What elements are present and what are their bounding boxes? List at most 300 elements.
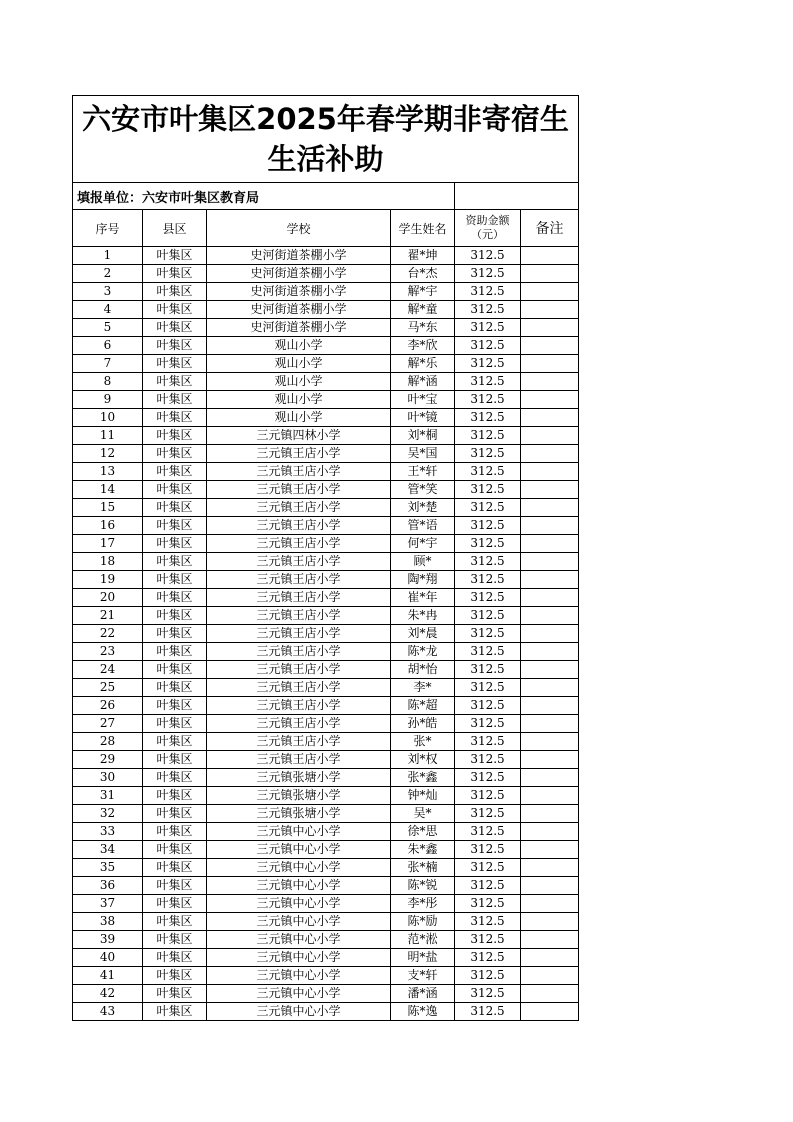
table-row (73, 517, 579, 535)
cell-county: 叶集区 (143, 589, 207, 607)
cell-student-name: 陶*翔 (391, 571, 455, 589)
cell-county: 叶集区 (143, 445, 207, 463)
cell-seq: 23 (73, 643, 143, 661)
cell-amount: 312.5 (455, 373, 521, 391)
table-row (73, 985, 579, 1003)
cell-amount: 312.5 (455, 859, 521, 877)
cell-amount: 312.5 (455, 679, 521, 697)
cell-student-name: 陈*励 (391, 913, 455, 931)
page-title: 六安市叶集区2025年春学期非寄宿生生活补助 (73, 96, 579, 183)
cell-student-name: 解*乐 (391, 355, 455, 373)
cell-note (521, 931, 579, 949)
cell-school: 三元镇王店小学 (207, 607, 391, 625)
cell-seq: 1 (73, 247, 143, 265)
cell-student-name: 刘*楚 (391, 499, 455, 517)
cell-county: 叶集区 (143, 967, 207, 985)
cell-school: 三元镇王店小学 (207, 751, 391, 769)
table-row (73, 661, 579, 679)
cell-seq: 13 (73, 463, 143, 481)
cell-county: 叶集区 (143, 751, 207, 769)
cell-amount: 312.5 (455, 787, 521, 805)
table-row (73, 643, 579, 661)
table-row (73, 247, 579, 265)
cell-student-name: 马*东 (391, 319, 455, 337)
cell-student-name: 台*杰 (391, 265, 455, 283)
header-amount-line1: 资助金额 (465, 214, 510, 227)
cell-note (521, 283, 579, 301)
cell-school: 三元镇四林小学 (207, 427, 391, 445)
cell-amount: 312.5 (455, 391, 521, 409)
cell-school: 三元镇中心小学 (207, 985, 391, 1003)
cell-amount: 312.5 (455, 409, 521, 427)
table-row (73, 733, 579, 751)
cell-note (521, 373, 579, 391)
cell-county: 叶集区 (143, 247, 207, 265)
cell-school: 三元镇王店小学 (207, 661, 391, 679)
table-row (73, 355, 579, 373)
cell-note (521, 517, 579, 535)
cell-student-name: 陈*超 (391, 697, 455, 715)
cell-amount: 312.5 (455, 877, 521, 895)
cell-seq: 2 (73, 265, 143, 283)
cell-school: 三元镇张塘小学 (207, 769, 391, 787)
cell-county: 叶集区 (143, 481, 207, 499)
table-row (73, 283, 579, 301)
table-row (73, 373, 579, 391)
table-row (73, 715, 579, 733)
cell-student-name: 管*语 (391, 517, 455, 535)
cell-seq: 4 (73, 301, 143, 319)
cell-student-name: 李*彤 (391, 895, 455, 913)
cell-school: 三元镇王店小学 (207, 733, 391, 751)
header-seq: 序号 (73, 210, 143, 247)
cell-amount: 312.5 (455, 715, 521, 733)
cell-note (521, 967, 579, 985)
cell-note (521, 589, 579, 607)
table-row (73, 1003, 579, 1021)
cell-amount: 312.5 (455, 769, 521, 787)
cell-note (521, 805, 579, 823)
cell-amount: 312.5 (455, 283, 521, 301)
table-row (73, 589, 579, 607)
cell-county: 叶集区 (143, 301, 207, 319)
cell-amount: 312.5 (455, 661, 521, 679)
cell-amount: 312.5 (455, 247, 521, 265)
cell-school: 三元镇中心小学 (207, 967, 391, 985)
table-row (73, 841, 579, 859)
cell-student-name: 解*童 (391, 301, 455, 319)
cell-school: 三元镇中心小学 (207, 841, 391, 859)
table-row (73, 877, 579, 895)
cell-seq: 36 (73, 877, 143, 895)
cell-amount: 312.5 (455, 265, 521, 283)
cell-seq: 41 (73, 967, 143, 985)
cell-county: 叶集区 (143, 427, 207, 445)
cell-seq: 32 (73, 805, 143, 823)
cell-student-name: 顾* (391, 553, 455, 571)
cell-school: 观山小学 (207, 409, 391, 427)
cell-county: 叶集区 (143, 931, 207, 949)
cell-student-name: 张* (391, 733, 455, 751)
cell-school: 三元镇中心小学 (207, 877, 391, 895)
table-row (73, 265, 579, 283)
table-row (73, 391, 579, 409)
cell-seq: 34 (73, 841, 143, 859)
cell-note (521, 733, 579, 751)
cell-county: 叶集区 (143, 715, 207, 733)
cell-school: 三元镇中心小学 (207, 931, 391, 949)
table-row (73, 301, 579, 319)
cell-note (521, 823, 579, 841)
cell-seq: 39 (73, 931, 143, 949)
cell-student-name: 解*宇 (391, 283, 455, 301)
table-row (73, 967, 579, 985)
cell-school: 三元镇王店小学 (207, 517, 391, 535)
cell-seq: 33 (73, 823, 143, 841)
cell-seq: 5 (73, 319, 143, 337)
cell-county: 叶集区 (143, 535, 207, 553)
cell-school: 三元镇王店小学 (207, 643, 391, 661)
cell-note (521, 643, 579, 661)
cell-amount: 312.5 (455, 625, 521, 643)
cell-note (521, 409, 579, 427)
cell-amount: 312.5 (455, 517, 521, 535)
cell-amount: 312.5 (455, 571, 521, 589)
cell-seq: 7 (73, 355, 143, 373)
cell-school: 三元镇王店小学 (207, 679, 391, 697)
cell-county: 叶集区 (143, 895, 207, 913)
cell-seq: 43 (73, 1003, 143, 1021)
cell-seq: 24 (73, 661, 143, 679)
cell-seq: 14 (73, 481, 143, 499)
cell-seq: 26 (73, 697, 143, 715)
cell-student-name: 叶*宝 (391, 391, 455, 409)
cell-note (521, 769, 579, 787)
cell-school: 三元镇中心小学 (207, 859, 391, 877)
cell-note (521, 337, 579, 355)
cell-county: 叶集区 (143, 319, 207, 337)
cell-student-name: 陈*锐 (391, 877, 455, 895)
cell-seq: 19 (73, 571, 143, 589)
cell-school: 三元镇张塘小学 (207, 805, 391, 823)
subsidy-table (72, 95, 579, 1021)
cell-note (521, 265, 579, 283)
cell-seq: 3 (73, 283, 143, 301)
cell-note (521, 697, 579, 715)
cell-school: 三元镇王店小学 (207, 571, 391, 589)
cell-amount: 312.5 (455, 733, 521, 751)
cell-seq: 42 (73, 985, 143, 1003)
cell-student-name: 陈*龙 (391, 643, 455, 661)
cell-student-name: 胡*怡 (391, 661, 455, 679)
header-note: 备注 (521, 210, 579, 247)
cell-school: 史河街道茶棚小学 (207, 319, 391, 337)
cell-county: 叶集区 (143, 1003, 207, 1021)
cell-student-name: 范*淞 (391, 931, 455, 949)
cell-student-name: 刘*权 (391, 751, 455, 769)
cell-note (521, 859, 579, 877)
cell-school: 三元镇王店小学 (207, 553, 391, 571)
cell-amount: 312.5 (455, 481, 521, 499)
cell-student-name: 张*鑫 (391, 769, 455, 787)
cell-amount: 312.5 (455, 913, 521, 931)
cell-county: 叶集区 (143, 463, 207, 481)
cell-note (521, 247, 579, 265)
cell-note (521, 877, 579, 895)
cell-school: 史河街道茶棚小学 (207, 247, 391, 265)
cell-amount: 312.5 (455, 445, 521, 463)
cell-note (521, 715, 579, 733)
cell-school: 观山小学 (207, 391, 391, 409)
cell-note (521, 553, 579, 571)
cell-amount: 312.5 (455, 319, 521, 337)
cell-school: 观山小学 (207, 337, 391, 355)
cell-seq: 17 (73, 535, 143, 553)
cell-county: 叶集区 (143, 499, 207, 517)
cell-school: 三元镇中心小学 (207, 823, 391, 841)
cell-amount: 312.5 (455, 499, 521, 517)
cell-county: 叶集区 (143, 517, 207, 535)
cell-school: 观山小学 (207, 373, 391, 391)
cell-school: 观山小学 (207, 355, 391, 373)
cell-amount: 312.5 (455, 553, 521, 571)
table-row (73, 445, 579, 463)
header-county: 县区 (143, 210, 207, 247)
cell-school: 三元镇王店小学 (207, 481, 391, 499)
table-row (73, 823, 579, 841)
table-row (73, 337, 579, 355)
cell-seq: 31 (73, 787, 143, 805)
table-row (73, 427, 579, 445)
cell-note (521, 751, 579, 769)
cell-note (521, 841, 579, 859)
cell-seq: 16 (73, 517, 143, 535)
cell-student-name: 孙*皓 (391, 715, 455, 733)
cell-school: 三元镇王店小学 (207, 499, 391, 517)
cell-seq: 27 (73, 715, 143, 733)
cell-amount: 312.5 (455, 337, 521, 355)
cell-note (521, 625, 579, 643)
cell-student-name: 王*轩 (391, 463, 455, 481)
cell-school: 史河街道茶棚小学 (207, 265, 391, 283)
cell-seq: 8 (73, 373, 143, 391)
cell-note (521, 607, 579, 625)
cell-note (521, 481, 579, 499)
cell-note (521, 985, 579, 1003)
table-body (73, 247, 579, 1021)
cell-student-name: 解*涵 (391, 373, 455, 391)
header-name: 学生姓名 (391, 210, 455, 247)
table-row (73, 895, 579, 913)
cell-county: 叶集区 (143, 823, 207, 841)
cell-amount: 312.5 (455, 355, 521, 373)
cell-county: 叶集区 (143, 877, 207, 895)
cell-amount: 312.5 (455, 895, 521, 913)
cell-seq: 15 (73, 499, 143, 517)
cell-amount: 312.5 (455, 301, 521, 319)
cell-seq: 6 (73, 337, 143, 355)
cell-note (521, 661, 579, 679)
unit-empty-cell (455, 183, 579, 210)
reporting-unit: 填报单位：六安市叶集区教育局 (73, 183, 455, 210)
cell-student-name: 潘*涵 (391, 985, 455, 1003)
cell-note (521, 571, 579, 589)
cell-school: 三元镇王店小学 (207, 535, 391, 553)
cell-student-name: 明*盐 (391, 949, 455, 967)
cell-note (521, 463, 579, 481)
cell-student-name: 崔*年 (391, 589, 455, 607)
cell-school: 三元镇中心小学 (207, 1003, 391, 1021)
cell-school: 三元镇王店小学 (207, 625, 391, 643)
table-row (73, 607, 579, 625)
cell-seq: 9 (73, 391, 143, 409)
cell-school: 三元镇王店小学 (207, 445, 391, 463)
cell-county: 叶集区 (143, 985, 207, 1003)
table-row (73, 859, 579, 877)
cell-student-name: 吴* (391, 805, 455, 823)
cell-county: 叶集区 (143, 391, 207, 409)
cell-school: 三元镇王店小学 (207, 589, 391, 607)
cell-student-name: 何*宇 (391, 535, 455, 553)
table-row (73, 553, 579, 571)
cell-amount: 312.5 (455, 967, 521, 985)
cell-school: 三元镇王店小学 (207, 463, 391, 481)
cell-note (521, 355, 579, 373)
table-row (73, 319, 579, 337)
cell-student-name: 朱*冉 (391, 607, 455, 625)
cell-county: 叶集区 (143, 265, 207, 283)
header-amount-line2: （元） (471, 228, 504, 241)
table-row (73, 571, 579, 589)
cell-county: 叶集区 (143, 409, 207, 427)
table-row (73, 625, 579, 643)
cell-seq: 30 (73, 769, 143, 787)
table-row (73, 463, 579, 481)
cell-student-name: 张*楠 (391, 859, 455, 877)
cell-amount: 312.5 (455, 697, 521, 715)
cell-note (521, 445, 579, 463)
cell-school: 三元镇王店小学 (207, 715, 391, 733)
table-row (73, 931, 579, 949)
cell-student-name: 吴*国 (391, 445, 455, 463)
cell-student-name: 刘*晨 (391, 625, 455, 643)
cell-county: 叶集区 (143, 643, 207, 661)
table-row (73, 769, 579, 787)
cell-seq: 10 (73, 409, 143, 427)
cell-amount: 312.5 (455, 589, 521, 607)
cell-county: 叶集区 (143, 679, 207, 697)
cell-county: 叶集区 (143, 697, 207, 715)
table-row (73, 697, 579, 715)
cell-county: 叶集区 (143, 841, 207, 859)
table-row (73, 499, 579, 517)
cell-seq: 37 (73, 895, 143, 913)
cell-seq: 12 (73, 445, 143, 463)
cell-seq: 28 (73, 733, 143, 751)
cell-seq: 21 (73, 607, 143, 625)
cell-school: 三元镇张塘小学 (207, 787, 391, 805)
cell-county: 叶集区 (143, 355, 207, 373)
cell-student-name: 管*笑 (391, 481, 455, 499)
cell-school: 史河街道茶棚小学 (207, 283, 391, 301)
cell-amount: 312.5 (455, 535, 521, 553)
cell-county: 叶集区 (143, 787, 207, 805)
cell-note (521, 949, 579, 967)
header-school: 学校 (207, 210, 391, 247)
table-row (73, 679, 579, 697)
cell-student-name: 朱*鑫 (391, 841, 455, 859)
table-row (73, 481, 579, 499)
cell-county: 叶集区 (143, 571, 207, 589)
cell-amount: 312.5 (455, 643, 521, 661)
cell-note (521, 427, 579, 445)
cell-student-name: 翟*坤 (391, 247, 455, 265)
cell-note (521, 499, 579, 517)
cell-school: 三元镇王店小学 (207, 697, 391, 715)
cell-seq: 35 (73, 859, 143, 877)
cell-seq: 20 (73, 589, 143, 607)
cell-note (521, 301, 579, 319)
table-row (73, 751, 579, 769)
cell-amount: 312.5 (455, 823, 521, 841)
cell-seq: 40 (73, 949, 143, 967)
cell-student-name: 李* (391, 679, 455, 697)
cell-amount: 312.5 (455, 841, 521, 859)
cell-student-name: 叶*镜 (391, 409, 455, 427)
cell-amount: 312.5 (455, 949, 521, 967)
cell-school: 三元镇中心小学 (207, 949, 391, 967)
cell-county: 叶集区 (143, 733, 207, 751)
cell-note (521, 895, 579, 913)
cell-amount: 312.5 (455, 805, 521, 823)
cell-county: 叶集区 (143, 373, 207, 391)
table-row (73, 805, 579, 823)
cell-student-name: 钟*灿 (391, 787, 455, 805)
cell-county: 叶集区 (143, 607, 207, 625)
table-row (73, 535, 579, 553)
cell-seq: 38 (73, 913, 143, 931)
cell-county: 叶集区 (143, 949, 207, 967)
cell-seq: 11 (73, 427, 143, 445)
cell-county: 叶集区 (143, 337, 207, 355)
cell-school: 三元镇中心小学 (207, 913, 391, 931)
cell-student-name: 李*欣 (391, 337, 455, 355)
cell-amount: 312.5 (455, 985, 521, 1003)
cell-county: 叶集区 (143, 283, 207, 301)
cell-county: 叶集区 (143, 553, 207, 571)
cell-student-name: 徐*思 (391, 823, 455, 841)
table-row (73, 409, 579, 427)
cell-note (521, 913, 579, 931)
cell-student-name: 陈*逸 (391, 1003, 455, 1021)
cell-amount: 312.5 (455, 1003, 521, 1021)
cell-student-name: 支*轩 (391, 967, 455, 985)
cell-note (521, 319, 579, 337)
cell-amount: 312.5 (455, 463, 521, 481)
cell-note (521, 535, 579, 553)
cell-amount: 312.5 (455, 427, 521, 445)
cell-county: 叶集区 (143, 805, 207, 823)
cell-county: 叶集区 (143, 859, 207, 877)
cell-seq: 29 (73, 751, 143, 769)
cell-amount: 312.5 (455, 751, 521, 769)
cell-note (521, 1003, 579, 1021)
cell-seq: 25 (73, 679, 143, 697)
cell-note (521, 391, 579, 409)
cell-student-name: 刘*桐 (391, 427, 455, 445)
cell-county: 叶集区 (143, 661, 207, 679)
cell-note (521, 787, 579, 805)
